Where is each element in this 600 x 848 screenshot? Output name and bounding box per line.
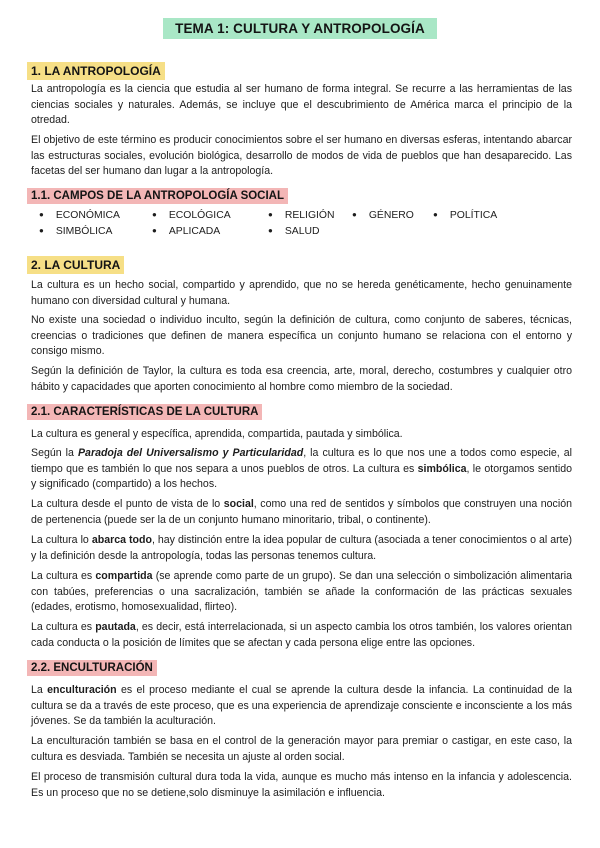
paragraph: La cultura desde el punto de vista de lo social, como una red de sentidos y símbolos que construyen una noción de pertenencia (puede ser la de un conjunto humano minoritario, tribal, o continente). (31, 498, 572, 526)
heading-campos: 1.1. CAMPOS DE LA ANTROPOLOGÍA SOCIAL (27, 188, 288, 204)
list-item: ● POLÍTICA (433, 210, 497, 221)
list-item: ● SIMBÓLICA (39, 226, 112, 237)
list-item: ● SALUD (268, 226, 320, 237)
heading-antropologia: 1. LA ANTROPOLOGÍA (27, 62, 165, 80)
list-item: ● ECOLÓGICA (152, 210, 231, 221)
paragraph: No existe una sociedad o individuo inculto, según la definición de cultura, como conjunto de saberes, técnicas, creencias o tradiciones que definen de manera específica un conjunto humano se relaciona con el entorno y consigo mismo. (31, 314, 572, 357)
list-item: ● GÉNERO (352, 210, 414, 221)
list-item: ● APLICADA (152, 226, 220, 237)
paragraph: Según la Paradoja del Universalismo y Particularidad, la cultura es lo que nos une a todos como especie, al tiempo que es también lo que nos separa a unos pueblos de otros. La cultura es simbólica, le otorgamos sentido y significado (compartido) a los hechos. (31, 447, 573, 490)
paragraph: El proceso de transmisión cultural dura toda la vida, aunque es mucho más intenso en la infancia y adolescencia. Es un proceso que no se detiene,solo disminuye la asimilación e influencia. (31, 771, 572, 799)
heading-caracteristicas: 2.1. CARACTERÍSTICAS DE LA CULTURA (27, 404, 262, 420)
heading-enculturacion: 2.2. ENCULTURACIÓN (27, 660, 157, 676)
paragraph: La antropología es la ciencia que estudia al ser humano de forma integral. Se recurre a las herramientas de las ciencias sociales y naturales. Además, se incluye que el descubrimiento de América marca el principio de la otredad. (31, 83, 572, 126)
list-item: ● ECONÓMICA (39, 210, 120, 221)
list-item: ● RELIGIÓN (268, 210, 335, 221)
heading-cultura: 2. LA CULTURA (27, 256, 124, 274)
paragraph: El objetivo de este término es producir conocimientos sobre el ser humano en diversas esferas, intentando abarcar las estructuras sociales, evolución biológica, desarrollo de modos de vida de pueblos que han desaparecido. Las facetas del ser humano dan lugar a la antropología. (31, 134, 572, 177)
paragraph: La cultura es pautada, es decir, está interrelacionada, si un aspecto cambia los otros también, los valores orientan cada conducta o la posición de límites que se afectan y cada persona elige entre las opciones. (31, 621, 572, 649)
paragraph: Según la definición de Taylor, la cultura es toda esa creencia, arte, moral, derecho, costumbres y cualquier otro hábito y capacidades que aporten conocimiento al hombre como miembro de la sociedad. (31, 365, 572, 393)
paragraph: La cultura es general y específica, aprendida, compartida, pautada y simbólica. (31, 428, 403, 440)
paragraph: La enculturación es el proceso mediante el cual se aprende la cultura desde la infancia. La continuidad de la cultura se da a través de este proceso, que es una experiencia de aprendizaje consciente e inconsciente a los más jóvenes. Se da también la aculturación. (31, 684, 572, 727)
paragraph: La enculturación también se basa en el control de la generación mayor para premiar o castigar, en este caso, la cultura es desviada. También se necesita un ajuste al orden social. (31, 735, 572, 763)
page-title: TEMA 1: CULTURA Y ANTROPOLOGÍA (163, 18, 437, 39)
title-block (0, 18, 600, 39)
paragraph: La cultura es compartida (se aprende como parte de un grupo). Se dan una selección o simbolización alimentaria con tabúes, preferencias o una sacralización, también se añade la conformación de las prácticas sexuales (edades, erotismo, homosexualidad, flirteo). (31, 570, 572, 613)
paragraph: La cultura lo abarca todo, hay distinción entre la idea popular de cultura (asociada a tener conocimientos o al arte) y la definición desde la antropología, todas las personas tenemos cultura. (31, 534, 573, 562)
paragraph: La cultura es un hecho social, compartido y aprendido, que no se hereda genéticamente, hecho genuinamente humano con diversidad cultural y humana. (31, 279, 572, 307)
